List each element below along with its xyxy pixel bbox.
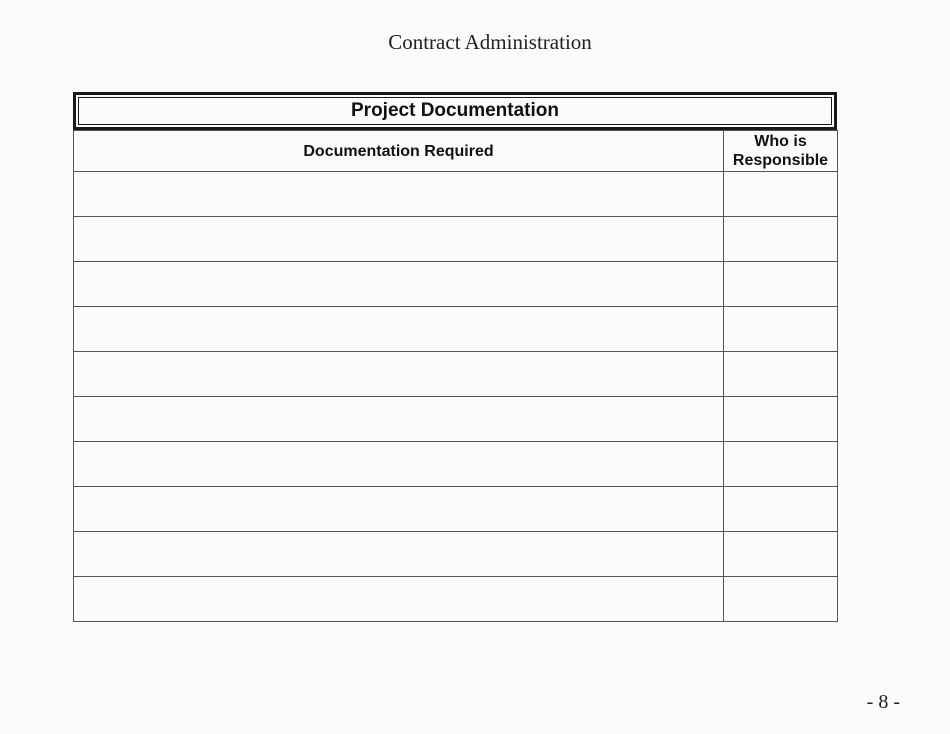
responsible-cell[interactable]: [724, 532, 838, 577]
responsible-cell[interactable]: [724, 442, 838, 487]
documentation-cell[interactable]: [74, 532, 724, 577]
page-number: - 8 -: [866, 691, 900, 713]
table-row: [74, 577, 838, 622]
table-title: Project Documentation: [73, 92, 837, 130]
documentation-table: [73, 130, 838, 622]
responsible-cell[interactable]: [724, 172, 838, 217]
documentation-cell[interactable]: [74, 352, 724, 397]
documentation-cell[interactable]: [74, 172, 724, 217]
documentation-cell[interactable]: [74, 397, 724, 442]
table-row: [74, 397, 838, 442]
documentation-cell[interactable]: [74, 262, 724, 307]
responsible-cell[interactable]: [724, 262, 838, 307]
table-row: [74, 172, 838, 217]
table-row: [74, 442, 838, 487]
table-row: [74, 307, 838, 352]
documentation-cell[interactable]: [74, 307, 724, 352]
column-header-documentation-label: Documentation Required: [303, 142, 494, 160]
responsible-cell[interactable]: [724, 217, 838, 262]
documentation-cell[interactable]: [74, 577, 724, 622]
responsible-cell[interactable]: [724, 307, 838, 352]
table-row: [74, 487, 838, 532]
documentation-table-container: [73, 92, 837, 622]
responsible-cell[interactable]: [724, 577, 838, 622]
page-header-title: Contract Administration: [388, 30, 592, 54]
column-header-documentation: [74, 131, 724, 172]
table-row: [74, 217, 838, 262]
column-header-responsible-label: Who is Responsible: [732, 133, 829, 169]
table-body: [74, 172, 838, 622]
responsible-cell[interactable]: [724, 487, 838, 532]
documentation-cell[interactable]: [74, 487, 724, 532]
column-header-responsible: [724, 131, 838, 172]
documentation-cell[interactable]: [74, 217, 724, 262]
documentation-cell[interactable]: [74, 442, 724, 487]
table-header-row: [74, 131, 838, 172]
responsible-cell[interactable]: [724, 352, 838, 397]
table-row: [74, 532, 838, 577]
responsible-cell[interactable]: [724, 397, 838, 442]
table-row: [74, 262, 838, 307]
table-row: [74, 352, 838, 397]
